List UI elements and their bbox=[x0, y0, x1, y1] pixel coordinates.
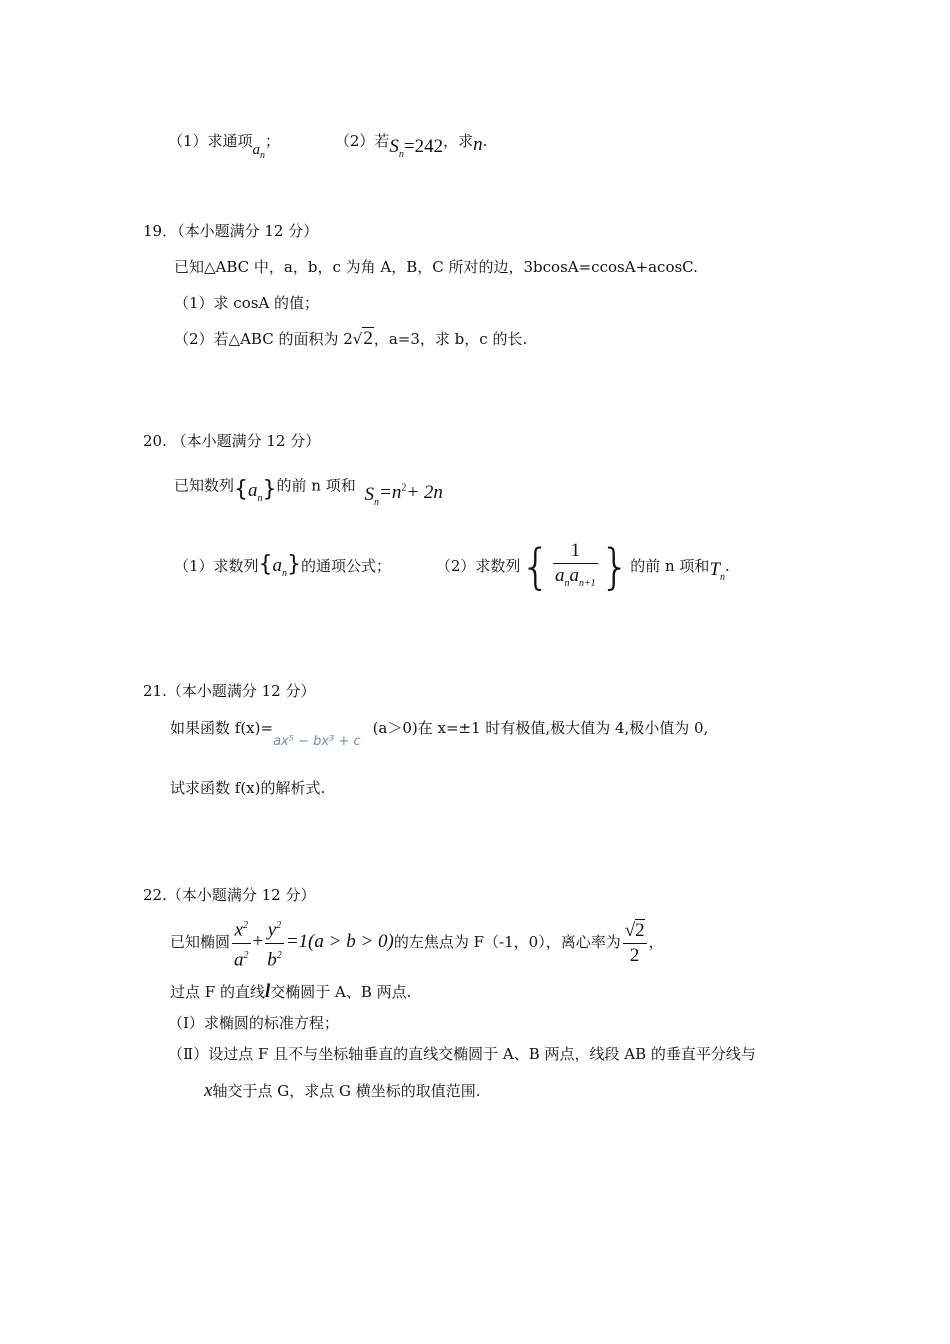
q18-sn: $S_n$ bbox=[389, 136, 404, 160]
q21-line2: 试求函数 f(x)的解析式. bbox=[170, 779, 326, 797]
q22-header: 22.（本小题满分 12 分） bbox=[143, 886, 316, 904]
q18-an: $a_n$ bbox=[252, 142, 266, 161]
q19-part2: （2）若△ABC 的面积为 2√2，a=3，求 b，c 的长. bbox=[174, 328, 528, 349]
eccentricity-fraction: $\frac{√2}{2}$ bbox=[624, 919, 645, 966]
q22-part2: （Ⅱ）设过点 F 且不与坐标轴垂直的直线交椭圆于 A、B 两点，线段 AB 的垂直平分线与 bbox=[168, 1045, 756, 1063]
q19-part1: （1）求 cosA 的值； bbox=[174, 294, 320, 312]
q20-parts: （1）求数列$\{a_n\}$的通项公式； （2）求数列{ $\frac{1}{a_na_{n+1}}$ }的前 n 项和$T_n$. bbox=[174, 539, 730, 595]
q22-part2b: x轴交于点 G，求点 G 横坐标的取值范围. bbox=[204, 1080, 481, 1101]
q22-stem: 已知椭圆 $\frac{x^2}{a^2}$ + $\frac{y^2}{b^2}$ =1(a > b > 0)的左焦点为 F（-1，0），离心率为 $\frac{√2}{2}$ ， bbox=[170, 914, 664, 972]
q18-part1: （1）求通项 bbox=[168, 132, 253, 150]
q21-stem: 如果函数 f(x)=ax⁵ − bx³ + c(a＞0)在 x=±1 时有极值,极大值为 4,极小值为 0, bbox=[170, 719, 709, 749]
q22-line2: 过点 F 的直线l交椭圆于 A、B 两点. bbox=[170, 981, 412, 1002]
q22-part1: （Ⅰ）求椭圆的标准方程； bbox=[168, 1014, 339, 1032]
q21-header: 21.（本小题满分 12 分） bbox=[143, 682, 316, 700]
y2-over-b2: $\frac{y^2}{b^2}$ bbox=[265, 914, 284, 972]
q20-header: 20. （本小题满分 12 分） bbox=[143, 432, 321, 450]
q19-header: 19．（本小题满分 12 分） bbox=[143, 222, 319, 240]
q21-function-image: ax⁵ − bx³ + c bbox=[273, 734, 361, 749]
sqrt-2: √2 bbox=[352, 328, 373, 349]
q18-parts: （1）求通项$a_n$； （2）若$S_n=242$，求n. bbox=[168, 132, 488, 161]
q19-stem: 已知△ABC 中，a，b，c 为角 A，B，C 所对的边，3bcosA=ccosA+acosC. bbox=[174, 258, 698, 276]
x2-over-a2: $\frac{x^2}{a^2}$ bbox=[232, 914, 251, 972]
q20-fraction: $\frac{1}{a_na_{n+1}}$ bbox=[554, 539, 596, 589]
q18-part2: （2）若 bbox=[334, 132, 390, 150]
q20-stem: 已知数列$\{a_n\}$的前 n 项和 $S_n=n^2+ 2n$ bbox=[174, 476, 443, 509]
